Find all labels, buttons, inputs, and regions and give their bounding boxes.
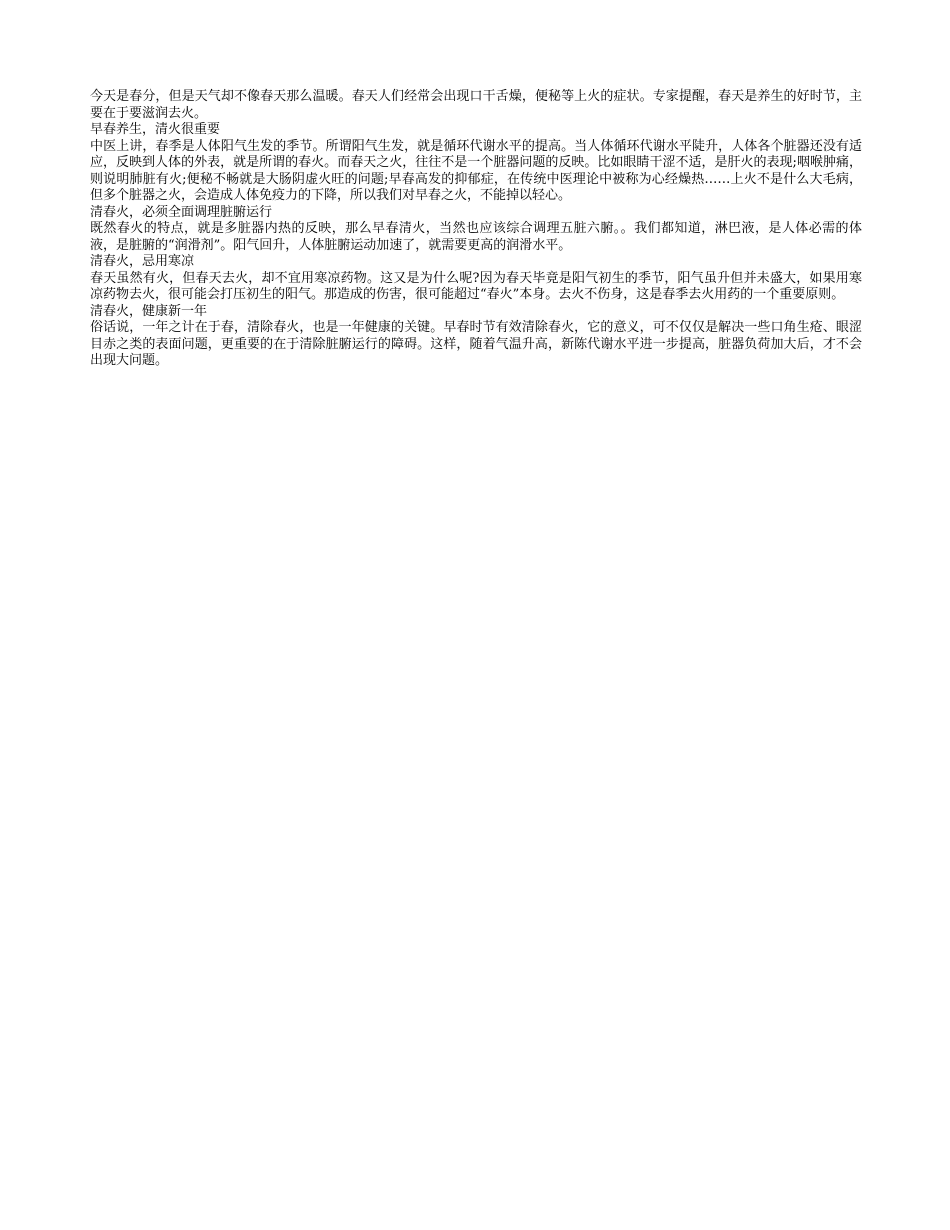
section-title-4: 清春火，健康新一年 bbox=[90, 303, 208, 319]
section-title-2: 清春火，必须全面调理脏腑运行 bbox=[90, 204, 273, 220]
section-title-3: 清春火，忌用寒凉 bbox=[90, 254, 195, 269]
section-body-2: 既然春火的特点，就是多脏器内热的反映，那么早春清火，当然也应该综合调理五脏六腑。。我们都知道，淋巴液，是人体必需的体液，是脏腑的“润滑剂”。阳气回升，人体脏腑运动加速了，就需要更高的润滑水平。 bbox=[90, 221, 862, 253]
section-title-1: 早春养生，清火很重要 bbox=[90, 122, 221, 137]
document-page bbox=[90, 89, 862, 370]
section-body-4: 俗话说，一年之计在于春，清除春火，也是一年健康的关键。早春时节有效清除春火，它的意义，可不仅仅是解决一些口角生疮、眼涩目赤之类的表面问题，更重要的在于清除脏腑运行的障碍。这样，随着气温升高，新陈代谢水平进一步提高，脏器负荷加大后，才不会出现大问题。 bbox=[90, 320, 862, 368]
section-body-1: 中医上讲，春季是人体阳气生发的季节。所谓阳气生发，就是循环代谢水平的提高。当人体循环代谢水平陡升，人体各个脏器还没有适应，反映到人体的外表，就是所谓的春火。而春天之火，往往不是一个脏器问题的反映。比如眼睛干涩不适，是肝火的表现;咽喉肿痛，则说明肺脏有火;便秘不畅就是大肠阴虚火旺的问题;早春高发的抑郁症，在传统中医理论中被称为心经燥热……上火不是什么大毛病，但多个脏器之火，会造成人体免疫力的下降，所以我们对早春之火，不能掉以轻心。 bbox=[90, 138, 862, 203]
section-body-3: 春天虽然有火，但春天去火，却不宜用寒凉药物。这又是为什么呢?因为春天毕竟是阳气初生的季节，阳气虽升但并未盛大，如果用寒凉药物去火，很可能会打压初生的阳气。那造成的伤害，很可能超过“春火”本身。去火不伤身，这是春季去火用药的一个重要原则。 bbox=[90, 270, 862, 302]
intro-paragraph: 今天是春分，但是天气却不像春天那么温暖。春天人们经常会出现口干舌燥，便秘等上火的症状。专家提醒，春天是养生的好时节，主要在于要滋润去火。 bbox=[90, 89, 862, 121]
